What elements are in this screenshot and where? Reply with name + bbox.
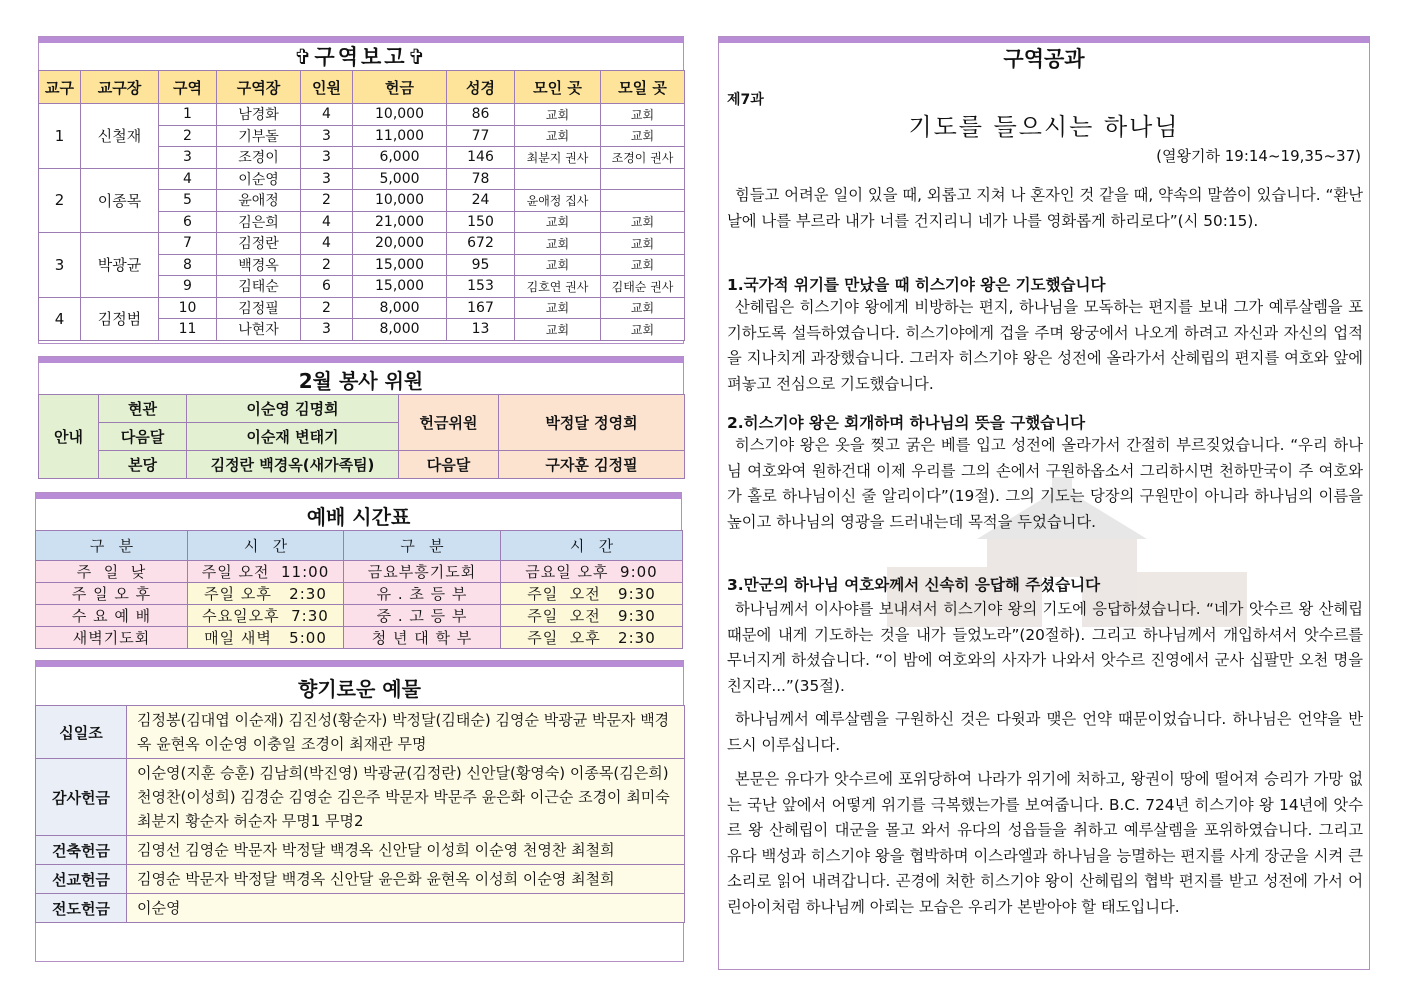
report-cell-bible: 78 <box>447 168 515 190</box>
table-row <box>39 233 685 255</box>
schedule-cell: 매일 새벽 5:00 <box>188 627 344 649</box>
report-cell-count: 6 <box>301 276 353 298</box>
offering-committee-label: 헌금위원 <box>399 395 499 451</box>
lesson-section-title: 구역공과 <box>1003 47 1085 71</box>
report-cell-met: 윤애정 집사 <box>515 190 601 212</box>
report-cell-head: 김태순 <box>217 276 301 298</box>
report-cell-bible: 167 <box>447 297 515 319</box>
panel-top-bar <box>36 493 681 499</box>
worship-schedule-table <box>35 530 683 649</box>
lesson-number: 제7과 <box>727 92 764 108</box>
schedule-cell: 중 . 고 등 부 <box>344 605 501 627</box>
report-cell-met: 교회 <box>515 319 601 341</box>
report-cell-met: 교회 <box>515 211 601 233</box>
schedule-cell: 청 년 대 학 부 <box>344 627 501 649</box>
service-committee-title: 2월 봉사 위원 <box>298 369 424 393</box>
district-report-panel <box>38 36 684 344</box>
offering-row <box>36 706 685 759</box>
report-cell-no: 7 <box>159 233 217 255</box>
report-cell-head: 나현자 <box>217 319 301 341</box>
entrance-names: 이순영 김명희 <box>187 395 399 423</box>
report-cell-met: 김호연 권사 <box>515 276 601 298</box>
service-committee-table <box>38 394 685 479</box>
offering-label: 감사헌금 <box>36 759 127 836</box>
report-cell-meet: 조경이 권사 <box>601 147 685 169</box>
report-cell-bible: 150 <box>447 211 515 233</box>
report-cell-no: 4 <box>159 168 217 190</box>
guide-label: 안내 <box>39 395 99 479</box>
report-cell-head: 남경화 <box>217 104 301 126</box>
report-cell-offering: 15,000 <box>353 276 447 298</box>
report-cell-met: 최분지 권사 <box>515 147 601 169</box>
schedule-cell: 주일 오후 2:30 <box>188 583 344 605</box>
gyogu-leader-cell: 박광균 <box>81 233 159 298</box>
lesson-paragraph-3: 하나님께서 이사야를 보내셔서 히스기야 왕의 기도에 응답하셨습니다. “네가 앗수르 왕 산헤립 때문에 내게 기도하는 것을 내가 들었노라”(20절하). 그리고 하나님께서 개입하셔서 앗수르를 무너지게 하셨습니다. “이 밤에 여호와의 사자가 나와서 앗수르 진영에서 군사 십팔만 오천 명을 친지라...”(35절). <box>727 600 1364 695</box>
report-cell-no: 5 <box>159 190 217 212</box>
offering-donors: 이순영 <box>127 894 685 923</box>
offerings-table <box>35 705 685 923</box>
report-cell-bible: 146 <box>447 147 515 169</box>
report-cell-offering: 11,000 <box>353 125 447 147</box>
entrance-label: 현관 <box>99 395 187 423</box>
lesson-panel <box>718 36 1370 970</box>
lesson-paragraph-1: 산헤립은 히스기야 왕에게 비방하는 편지, 하나님을 모독하는 편지를 보내 그가 예루살렘을 포기하도록 설득하였습니다. 히스기야에게 겁을 주며 왕궁에서 나오게 하려고 자신과 자신의 업적을 지나치게 과장했습니다. 그러자 히스기야 왕은 성전에 올라가서 산헤립의 편지를 여호와 앞에 펴놓고 전심으로 기도했습니다. <box>727 298 1363 393</box>
schedule-cell: 수 요 예 배 <box>36 605 188 627</box>
report-cell-head: 윤애정 <box>217 190 301 212</box>
report-cell-meet <box>601 168 685 190</box>
gyogu-cell: 4 <box>39 297 81 340</box>
schedule-cell: 유 . 초 등 부 <box>344 583 501 605</box>
report-cell-met: 교회 <box>515 125 601 147</box>
sanctuary-names: 김정란 백경옥(새가족팀) <box>187 451 399 479</box>
report-cell-meet: 교회 <box>601 125 685 147</box>
report-cell-count: 2 <box>301 190 353 212</box>
report-cell-count: 3 <box>301 125 353 147</box>
report-cell-count: 3 <box>301 168 353 190</box>
offering-donors: 김영순 박문자 박정달 백경옥 신안달 윤은화 윤현옥 이성희 이순영 최철희 <box>127 865 685 894</box>
report-cell-head: 기부돌 <box>217 125 301 147</box>
offering-label: 건축헌금 <box>36 836 127 865</box>
column-header: 성경 <box>447 71 515 104</box>
offering-next-label: 다음달 <box>399 451 499 479</box>
report-cell-no: 8 <box>159 254 217 276</box>
report-cell-offering: 8,000 <box>353 297 447 319</box>
offerings-panel <box>35 660 684 962</box>
report-cell-met: 교회 <box>515 104 601 126</box>
table-row <box>36 583 683 605</box>
worship-schedule-body <box>36 561 683 649</box>
gyogu-cell: 2 <box>39 168 81 233</box>
offering-committee-names: 박정달 정영희 <box>499 395 685 451</box>
report-cell-bible: 95 <box>447 254 515 276</box>
report-cell-bible: 77 <box>447 125 515 147</box>
report-cell-head: 이순영 <box>217 168 301 190</box>
report-cell-offering: 21,000 <box>353 211 447 233</box>
column-header: 교구장 <box>81 71 159 104</box>
report-cell-count: 2 <box>301 297 353 319</box>
report-cell-meet: 교회 <box>601 297 685 319</box>
gyogu-leader-cell: 김정범 <box>81 297 159 340</box>
column-header: 시 간 <box>501 531 683 561</box>
report-cell-met: 교회 <box>515 297 601 319</box>
report-cell-count: 3 <box>301 319 353 341</box>
report-cell-meet: 교회 <box>601 104 685 126</box>
panel-top-bar <box>36 661 683 667</box>
report-cell-head: 조경이 <box>217 147 301 169</box>
table-row <box>36 561 683 583</box>
column-header: 인원 <box>301 71 353 104</box>
lesson-title: 기도를 들으시는 하나님 <box>908 113 1180 141</box>
lesson-reference: (열왕기하 19:14~19,35~37) <box>1156 147 1361 165</box>
report-cell-meet: 김태순 권사 <box>601 276 685 298</box>
report-cell-count: 4 <box>301 211 353 233</box>
report-cell-bible: 13 <box>447 319 515 341</box>
report-cell-count: 4 <box>301 233 353 255</box>
report-cell-offering: 10,000 <box>353 104 447 126</box>
schedule-cell: 새벽기도회 <box>36 627 188 649</box>
table-row <box>39 104 685 126</box>
column-header: 모일 곳 <box>601 71 685 104</box>
offering-row <box>36 836 685 865</box>
gyogu-cell: 3 <box>39 233 81 298</box>
report-cell-count: 3 <box>301 147 353 169</box>
report-cell-meet: 교회 <box>601 254 685 276</box>
lesson-heading-2: 2.히스기야 왕은 회개하며 하나님의 뜻을 구했습니다 <box>727 414 1086 432</box>
schedule-cell: 주 일 낮 <box>36 561 188 583</box>
report-cell-met: 교회 <box>515 233 601 255</box>
column-header: 헌금 <box>353 71 447 104</box>
district-report-title: ✞구역보고✞ <box>293 45 429 69</box>
report-cell-offering: 8,000 <box>353 319 447 341</box>
gyogu-leader-cell: 이종목 <box>81 168 159 233</box>
table-header-row <box>39 71 685 104</box>
next-month-label: 다음달 <box>99 423 187 451</box>
report-cell-no: 1 <box>159 104 217 126</box>
offering-donors: 김영선 김영순 박문자 박정달 백경옥 신안달 이성희 이순영 천영찬 최철희 <box>127 836 685 865</box>
report-cell-meet: 교회 <box>601 211 685 233</box>
report-cell-offering: 5,000 <box>353 168 447 190</box>
offering-donors: 이순영(지훈 승훈) 김남희(박진영) 박광균(김정란) 신안달(황영숙) 이종목(김은희) 천영찬(이성희) 김경순 김영순 김은주 박문자 박문주 윤은화 이근순 조경이 최미숙 최분지 황순자 허순자 무명1 무명2 <box>127 759 685 836</box>
offering-label: 전도헌금 <box>36 894 127 923</box>
schedule-cell: 주일 오전 11:00 <box>188 561 344 583</box>
lesson-heading-3: 3.만군의 하나님 여호와께서 신속히 응답해 주셨습니다 <box>727 576 1101 594</box>
report-cell-no: 10 <box>159 297 217 319</box>
next-month-names: 이순재 변태기 <box>187 423 399 451</box>
lesson-heading-1: 1.국가적 위기를 만났을 때 히스기야 왕은 기도했습니다 <box>727 276 1106 294</box>
schedule-cell: 주일 오전 9:30 <box>501 583 683 605</box>
worship-schedule-panel <box>35 492 682 648</box>
district-report-table <box>38 70 685 341</box>
gyogu-leader-cell: 신철재 <box>81 104 159 169</box>
column-header: 시 간 <box>188 531 344 561</box>
column-header: 교구 <box>39 71 81 104</box>
report-cell-offering: 15,000 <box>353 254 447 276</box>
report-cell-offering: 20,000 <box>353 233 447 255</box>
lesson-paragraph-4: 하나님께서 예루살렘을 구원하신 것은 다윗과 맺은 언약 때문이었습니다. 하나님은 언약을 반드시 이루십니다. <box>727 710 1363 754</box>
report-cell-offering: 10,000 <box>353 190 447 212</box>
offering-row <box>36 865 685 894</box>
schedule-cell: 주일 오전 9:30 <box>501 605 683 627</box>
column-header: 구역 <box>159 71 217 104</box>
table-row <box>39 168 685 190</box>
lesson-paragraph-5: 본문은 유다가 앗수르에 포위당하여 나라가 위기에 처하고, 왕권이 땅에 떨어져 승리가 가망 없는 국난 앞에서 어떻게 위기를 극복했는가를 보여줍니다. B.C. 724년 히스기야 왕 14년에 앗수르 왕 산헤립이 대군을 몰고 와서 유다의 성읍들을 취하고 예루살렘을 포위하였습니다. 그리고 유다 백성과 히스기야 왕을 협박하며 이스라엘과 하나님을 능멸하는 편지를 사게 장군을 시켜 큰 소리로 읽어 내려갑니다. 곤경에 처한 히스기야 왕이 산헤립의 협박 편지를 받고 성전에 가서 어린아이처럼 하나님께 아뢰는 모습은 우리가 본받아야 할 태도입니다. <box>727 770 1363 916</box>
report-cell-offering: 6,000 <box>353 147 447 169</box>
table-header-row <box>36 531 683 561</box>
offering-next-names: 구자훈 김정필 <box>499 451 685 479</box>
worship-schedule-title: 예배 시간표 <box>306 505 411 529</box>
offering-donors: 김정봉(김대엽 이순재) 김진성(황순자) 박정달(김태순) 김영순 박광균 박문자 백경옥 윤현옥 이순영 이충일 조경이 최재관 무명 <box>127 706 685 759</box>
report-cell-head: 김정필 <box>217 297 301 319</box>
table-row <box>36 627 683 649</box>
schedule-cell: 주일 오후 2:30 <box>501 627 683 649</box>
district-report-body <box>39 104 685 341</box>
report-cell-met: 교회 <box>515 254 601 276</box>
service-committee-panel <box>38 356 684 478</box>
report-cell-bible: 24 <box>447 190 515 212</box>
report-cell-no: 6 <box>159 211 217 233</box>
report-cell-meet <box>601 190 685 212</box>
report-cell-no: 2 <box>159 125 217 147</box>
report-cell-no: 11 <box>159 319 217 341</box>
report-cell-no: 9 <box>159 276 217 298</box>
column-header: 구역장 <box>217 71 301 104</box>
report-cell-bible: 86 <box>447 104 515 126</box>
report-cell-head: 백경옥 <box>217 254 301 276</box>
report-cell-head: 김정란 <box>217 233 301 255</box>
column-header: 구 분 <box>344 531 501 561</box>
offerings-title: 향기로운 예물 <box>298 677 421 701</box>
lesson-intro: 힘들고 어려운 일이 있을 때, 외롭고 지쳐 나 혼자인 것 같을 때, 약속의 말씀이 있습니다. “환난 날에 나를 부르라 내가 너를 건지리니 네가 나를 영화롭게 하리로다”(시 50:15). <box>727 186 1363 230</box>
offering-row <box>36 759 685 836</box>
schedule-cell: 수요일오후 7:30 <box>188 605 344 627</box>
column-header: 모인 곳 <box>515 71 601 104</box>
report-cell-count: 2 <box>301 254 353 276</box>
report-cell-bible: 672 <box>447 233 515 255</box>
panel-top-bar <box>39 357 683 363</box>
report-cell-meet: 교회 <box>601 233 685 255</box>
column-header: 구 분 <box>36 531 188 561</box>
report-cell-head: 김은희 <box>217 211 301 233</box>
schedule-cell: 금요부흥기도회 <box>344 561 501 583</box>
offering-label: 십일조 <box>36 706 127 759</box>
report-cell-no: 3 <box>159 147 217 169</box>
report-cell-count: 4 <box>301 104 353 126</box>
schedule-cell: 주 일 오 후 <box>36 583 188 605</box>
lesson-paragraph-2: 히스기야 왕은 옷을 찢고 굵은 베를 입고 성전에 올라가서 간절히 부르짖었습니다. “우리 하나님 여호와여 원하건대 이제 우리를 그의 손에서 구원하옵소서 그리하시면 천하만국이 주 여호와가 홀로 하나님이신 줄 알리이다”(19절). 그의 기도는 당장의 구원만이 아니라 하나님의 이름을 높이고 하나님의 영광을 드러내는데 목적을 두었습니다. <box>727 436 1363 531</box>
report-cell-met <box>515 168 601 190</box>
table-row <box>36 605 683 627</box>
schedule-cell: 금요일 오후 9:00 <box>501 561 683 583</box>
sanctuary-label: 본당 <box>99 451 187 479</box>
offering-label: 선교헌금 <box>36 865 127 894</box>
report-cell-bible: 153 <box>447 276 515 298</box>
table-row <box>39 297 685 319</box>
report-cell-meet: 교회 <box>601 319 685 341</box>
offering-row <box>36 894 685 923</box>
gyogu-cell: 1 <box>39 104 81 169</box>
